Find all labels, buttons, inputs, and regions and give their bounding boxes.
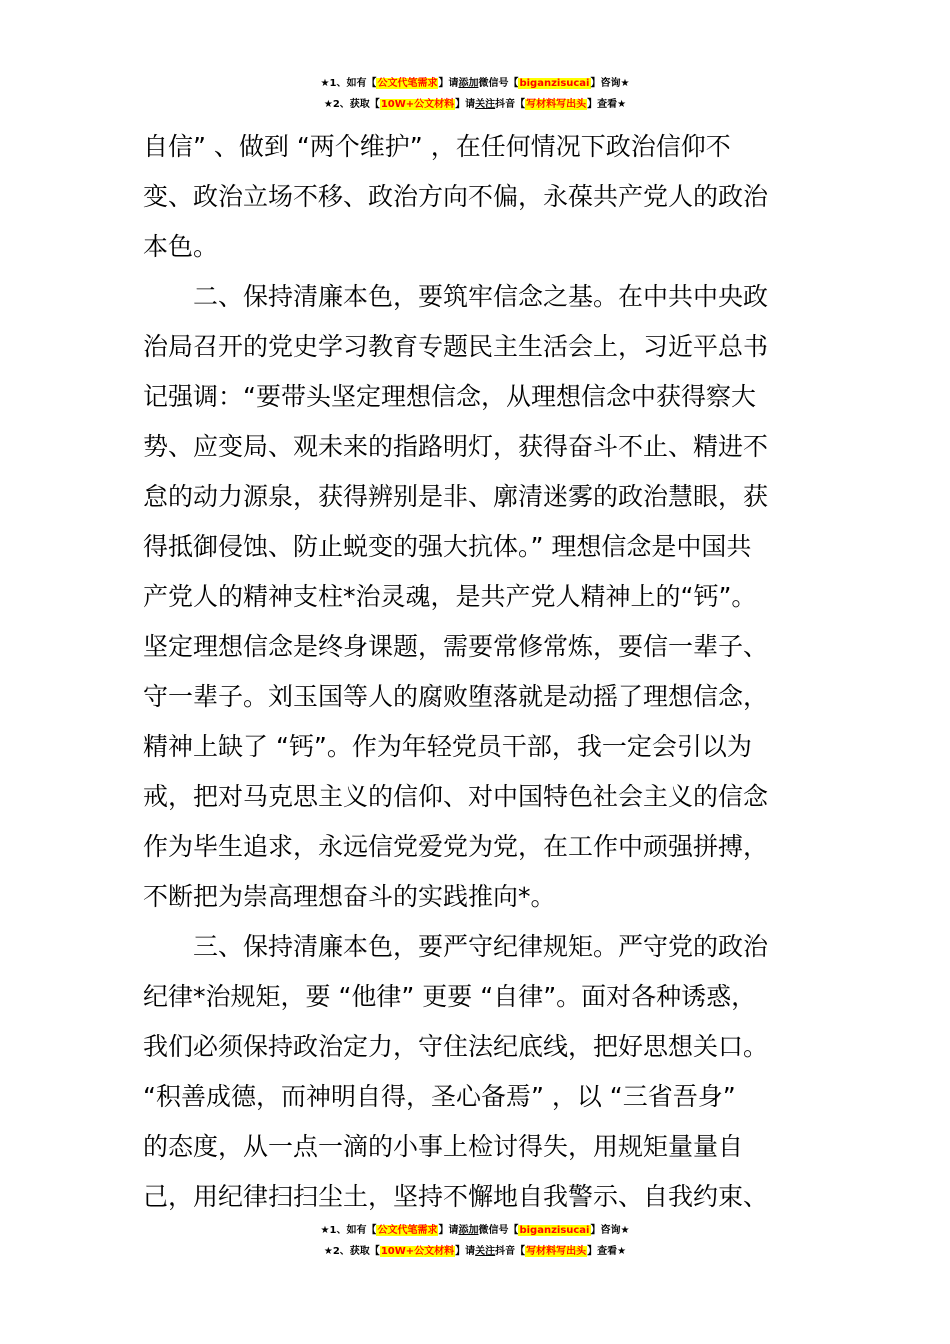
banner-text: ★2、获取【 (323, 1246, 380, 1257)
header-banner-line1 (0, 73, 950, 94)
header-banner-line2 (0, 94, 950, 115)
banner-douyin-id: 写材料写出头 (526, 1246, 587, 1257)
banner-text: 】请 (455, 99, 476, 110)
banner-douyin-id: 写材料写出头 (526, 99, 587, 110)
body-line: 记强调：“要带头坚定理想信念，从理想信念中获得察大 (143, 382, 756, 411)
banner-highlight: 10W+公文材料 (380, 99, 455, 110)
banner-text: ★2、获取【 (323, 99, 380, 110)
body-line: 守一辈子。刘玉国等人的腐败堕落就是动摇了理想信念， (143, 682, 769, 711)
banner-text: 】查看★ (587, 1246, 627, 1257)
header-banner (0, 73, 950, 115)
banner-text: 】请 (438, 1225, 459, 1236)
body-line: 怠的动力源泉，获得辨别是非、廓清迷雾的政治慧眼，获 (143, 482, 769, 511)
body-line: 得抵御侵蚀、防止蜕变的强大抗体。” 理想信念是中国共 (143, 532, 752, 561)
banner-wechat-id: biganzisucai (519, 1225, 590, 1236)
body-line: 不断把为崇高理想奋斗的实践推向*。 (143, 882, 556, 911)
body-line: 三、保持清廉本色，要严守纪律规矩。严守党的政治 (143, 932, 769, 961)
document-body (143, 122, 811, 1222)
banner-highlight: 公文代笔需求 (377, 78, 438, 89)
body-line: 纪律*治规矩，要 “他律” 更要 “自律”。面对各种诱惑， (143, 982, 757, 1011)
body-line: 自信” 、做到 “两个维护” ，在任何情况下政治信仰不 (143, 132, 731, 161)
body-line: 产党人的精神支柱*治灵魂，是共产党人精神上的“钙”。 (143, 582, 757, 611)
body-line: 坚定理想信念是终身课题，需要常修常炼，要信一辈子、 (143, 632, 769, 661)
banner-text: 微信号【 (478, 1225, 519, 1236)
banner-highlight: 公文代笔需求 (377, 1225, 438, 1236)
banner-text: 】咨询★ (590, 1225, 630, 1236)
body-line: 的态度，从一点一滴的小事上检讨得失，用规矩量量自 (143, 1132, 744, 1161)
footer-banner-line1 (0, 1220, 950, 1241)
banner-text: 】咨询★ (590, 78, 630, 89)
body-line: 作为毕生追求，永远信党爱党为党，在工作中顽强拼搏， (143, 832, 769, 861)
banner-text: 微信号【 (478, 78, 519, 89)
body-line: 本色。 (143, 232, 219, 261)
banner-text: 抖音【 (495, 99, 526, 110)
body-line: 我们必须保持政治定力，守住法纪底线，把好思想关口。 (143, 1032, 769, 1061)
body-line: 精神上缺了 “钙”。作为年轻党员干部，我一定会引以为 (143, 732, 752, 761)
banner-wechat-id: biganzisucai (519, 78, 590, 89)
banner-text: 】请 (455, 1246, 476, 1257)
banner-text: ★1、如有【 (320, 78, 377, 89)
banner-underlined: 关注 (475, 1246, 496, 1257)
body-line: 戒，把对马克思主义的信仰、对中国特色社会主义的信念 (143, 782, 769, 811)
banner-text: 】请 (438, 78, 459, 89)
body-line: 变、政治立场不移、政治方向不偏，永葆共产党人的政治 (143, 182, 769, 211)
body-line: 势、应变局、观未来的指路明灯，获得奋斗不止、精进不 (143, 432, 769, 461)
banner-underlined: 关注 (475, 99, 496, 110)
banner-text: 】查看★ (587, 99, 627, 110)
banner-text: 抖音【 (495, 1246, 526, 1257)
footer-banner-line2 (0, 1241, 950, 1262)
body-line: 治局召开的党史学习教育专题民主生活会上，习近平总书 (143, 332, 769, 361)
banner-text: ★1、如有【 (320, 1225, 377, 1236)
banner-highlight: 10W+公文材料 (380, 1246, 455, 1257)
banner-underlined: 添加 (458, 78, 479, 89)
body-line: 二、保持清廉本色，要筑牢信念之基。在中共中央政 (143, 282, 769, 311)
body-line: 己，用纪律扫扫尘土，坚持不懈地自我警示、自我约束、 (143, 1182, 769, 1211)
banner-underlined: 添加 (458, 1225, 479, 1236)
footer-banner (0, 1220, 950, 1262)
body-line: “积善成德，而神明自得，圣心备焉” ，以 “三省吾身” (143, 1082, 736, 1111)
